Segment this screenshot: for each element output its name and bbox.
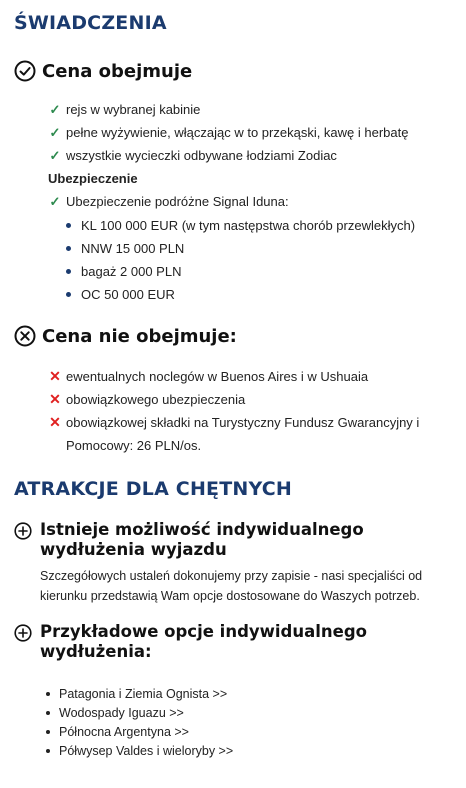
list-item: ✓ Ubezpieczenie podróżne Signal Iduna: [49,193,289,209]
section-title-swiadczenia: ŚWIADCZENIA [14,12,167,34]
bullet-icon [46,692,50,696]
insurance-list [48,190,289,213]
list-item: ✓ pełne wyżywienie, włączając w to przekąski, kawę i herbatę [49,124,409,140]
plus-circle-icon [14,522,32,540]
extension-heading [14,520,364,560]
insurance-subheading: Ubezpieczenie [48,171,138,186]
section-title-atrakcje: ATRAKCJE DLA CHĘTNYCH [14,478,293,500]
list-item: ✕ obowiązkowego ubezpieczenia [49,391,246,407]
options-title-line1: Przykładowe opcje indywidualnego [40,622,367,641]
bullet-icon [46,749,50,753]
option-link-valdes[interactable]: Półwysep Valdes i wieloryby >> [46,741,233,760]
list-item: Pomocowy: 26 PLN/os. [66,438,202,453]
check-circle-icon [14,60,36,82]
list-item: ✕ ewentualnych noclegów w Buenos Aires i w Ushuaia [49,368,369,384]
list-item: ✓ wszystkie wycieczki odbywane łodziami Zodiac [49,147,337,163]
checkmark-icon: ✓ [49,124,61,140]
extension-description: Szczegółowych ustaleń dokonujemy przy zapisie - nasi specjaliści od kierunku przedstawią Wam opcje dostosowane do Waszych potrzeb. [40,569,423,603]
list-item: NNW 15 000 PLN [62,237,415,260]
list-item: ✕ obowiązkowej składki na Turystyczny Fundusz Gwarancyjny i [49,414,420,430]
bullet-icon [66,223,71,228]
list-item: ✓ rejs w wybranej kabinie [49,101,201,117]
extension-title-line1: Istnieje możliwość indywidualnego [40,520,364,539]
insurance-details-list [62,214,415,306]
options-list [46,684,233,760]
option-link-patagonia[interactable]: Patagonia i Ziemia Ognista >> [46,684,233,703]
excludes-list [48,365,419,457]
cross-icon: ✕ [49,391,61,407]
x-circle-icon [14,325,36,347]
plus-circle-icon [14,624,32,642]
checkmark-icon: ✓ [49,101,61,117]
bullet-icon [46,711,50,715]
excludes-title: Cena nie obejmuje: [42,325,237,347]
includes-title: Cena obejmuje [42,60,193,82]
includes-list [48,98,409,167]
options-title-line2: wydłużenia: [40,642,152,661]
checkmark-icon: ✓ [49,193,61,209]
bullet-icon [46,730,50,734]
cross-icon: ✕ [49,414,61,430]
list-item: KL 100 000 EUR (w tym następstwa chorób przewlekłych) [62,214,415,237]
bullet-icon [66,246,71,251]
option-link-iguazu[interactable]: Wodospady Iguazu >> [46,703,233,722]
option-link-north-argentina[interactable]: Północna Argentyna >> [46,722,233,741]
bullet-icon [66,292,71,297]
extension-title-line2: wydłużenia wyjazdu [40,540,227,559]
excludes-heading [14,325,237,347]
checkmark-icon: ✓ [49,147,61,163]
bullet-icon [66,269,71,274]
list-item: bagaż 2 000 PLN [62,260,415,283]
includes-heading [14,60,192,82]
cross-icon: ✕ [49,368,61,384]
list-item: OC 50 000 EUR [62,283,415,306]
options-heading [14,622,367,662]
